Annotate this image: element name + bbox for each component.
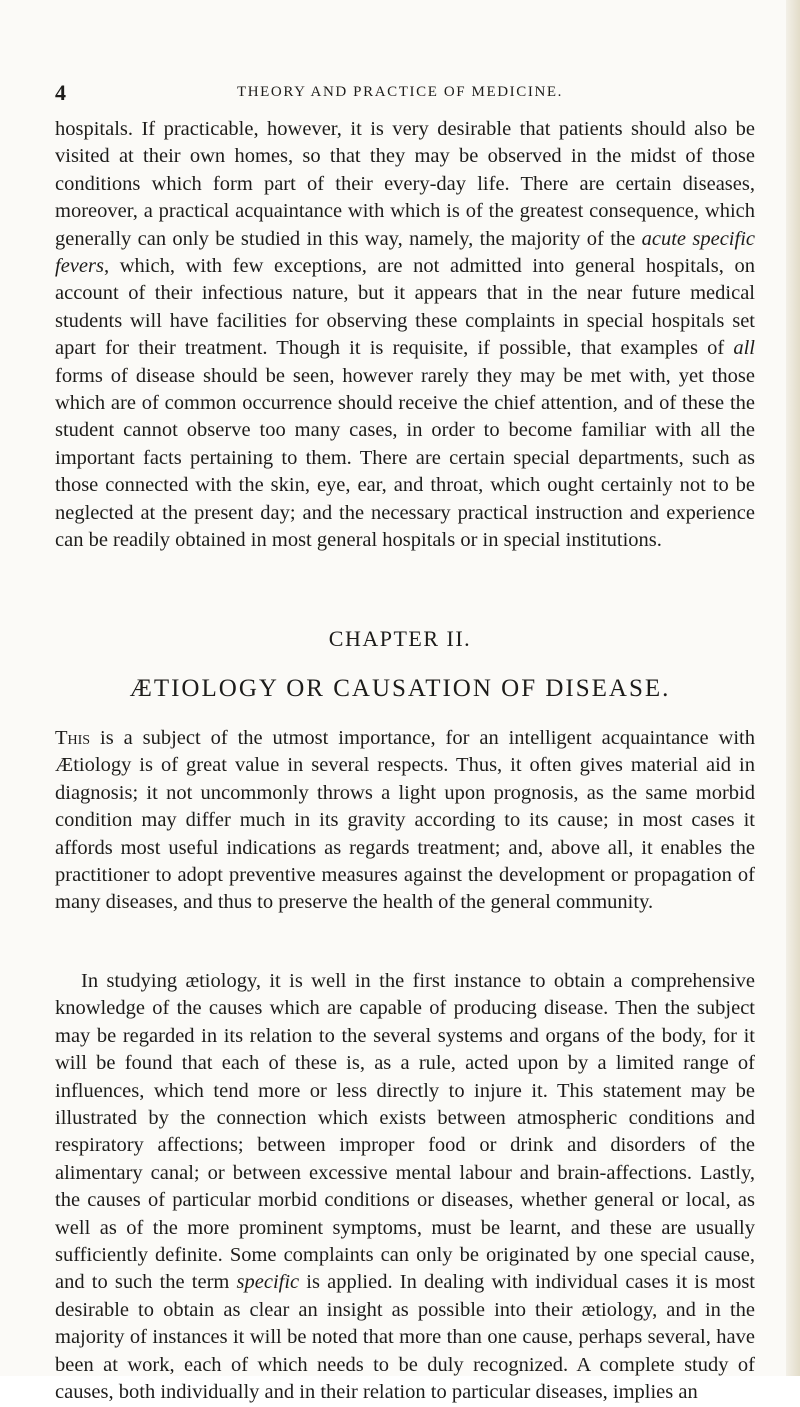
paragraph-text: is applied. In dealing with individual cases it is most desirable to obtain as clear an insight as possible into their ætiology, and in the majority of instances it will be noted that more than one cause, perhaps several, have been at work, each of which needs to be duly recognized. A complete study of causes, both individually and in their relation to particular diseases, implies an [55,1271,755,1404]
italic-term-all: all [733,337,755,360]
running-title: THEORY AND PRACTICE OF MEDICINE. [236,84,564,100]
paragraph-studying-aetiology [55,968,755,1407]
italic-term-specific: specific [236,1271,300,1294]
paragraph-text: hospitals. If practicable, however, it is very desirable that patients should also be visited at their own homes, so that they may be observed in the midst of those conditions which form part of their every-day life. There are certain diseases, moreover, a practical acquaintance with which is of the greatest consequence, which generally can only be studied in this way, namely, the majority of the [55,118,755,250]
paragraph-text: forms of disease should be seen, however rarely they may be met with, yet those which are of common occurrence should receive the chief attention, and of these the student cannot observe too many cases, in order to become familiar with all the important facts pertaining to them. There are certain special departments, such as those connected with the skin, eye, ear, and throat, which ought certainly not to be neglected at the present day; and the necessary practical instruction and experience can be readily obtained in most general hospitals or in special institutions. [55,364,755,552]
small-caps-lead-word: This [55,727,91,749]
paragraph-hospitals [55,116,755,555]
paragraph-text: In studying ætiology, it is well in the first instance to obtain a comprehensive knowledge of the causes which are capable of producing disease. Then the subject may be regarded in its relation to the several systems and organs of the body, for it will be found that each of these is, as a rule, acted upon by a limited range of influences, which tend more or less directly to injure it. This statement may be illustrated by the connection which exists between atmospheric conditions and respiratory affections; between improper food or drink and disorders of the alimentary canal; or between excessive mental labour and brain-affections. Lastly, the causes of particular morbid conditions or diseases, whether general or local, as well as of the more prominent symptoms, must be learnt, and these are usually sufficiently definite. Some complaints can only be originated by one special cause, and to such the term [55,970,755,1294]
page-number: 4 [55,80,66,105]
chapter-number: CHAPTER II. [328,626,472,651]
italic-term-acute-specific-fevers: acute specific fevers [55,227,755,278]
paragraph-text: , which, with few exceptions, are not admitted into general hospitals, on account of their infectious nature, but it appears that in the near future medical students will have facilities for observing these complaints in special hospitals set apart for their treatment. Though it is requisite, if possible, that examples of [55,255,755,360]
chapter-title: ÆTIOLOGY OR CAUSATION OF DISEASE. [129,675,671,702]
paragraph-aetiology-intro [55,725,755,917]
paragraph-text: is a subject of the utmost importance, for an intelligent acquaintance with Ætiology is of great value in several respects. Thus, it often gives material aid in diagnosis; it not uncommonly throws a light upon prognosis, as the same morbid condition may differ much in its gravity according to its cause; in most cases it affords most useful indications as regards treatment; and, above all, it enables the practitioner to adopt preventive measures against the development or propagation of many diseases, and thus to preserve the health of the general community. [55,727,755,914]
